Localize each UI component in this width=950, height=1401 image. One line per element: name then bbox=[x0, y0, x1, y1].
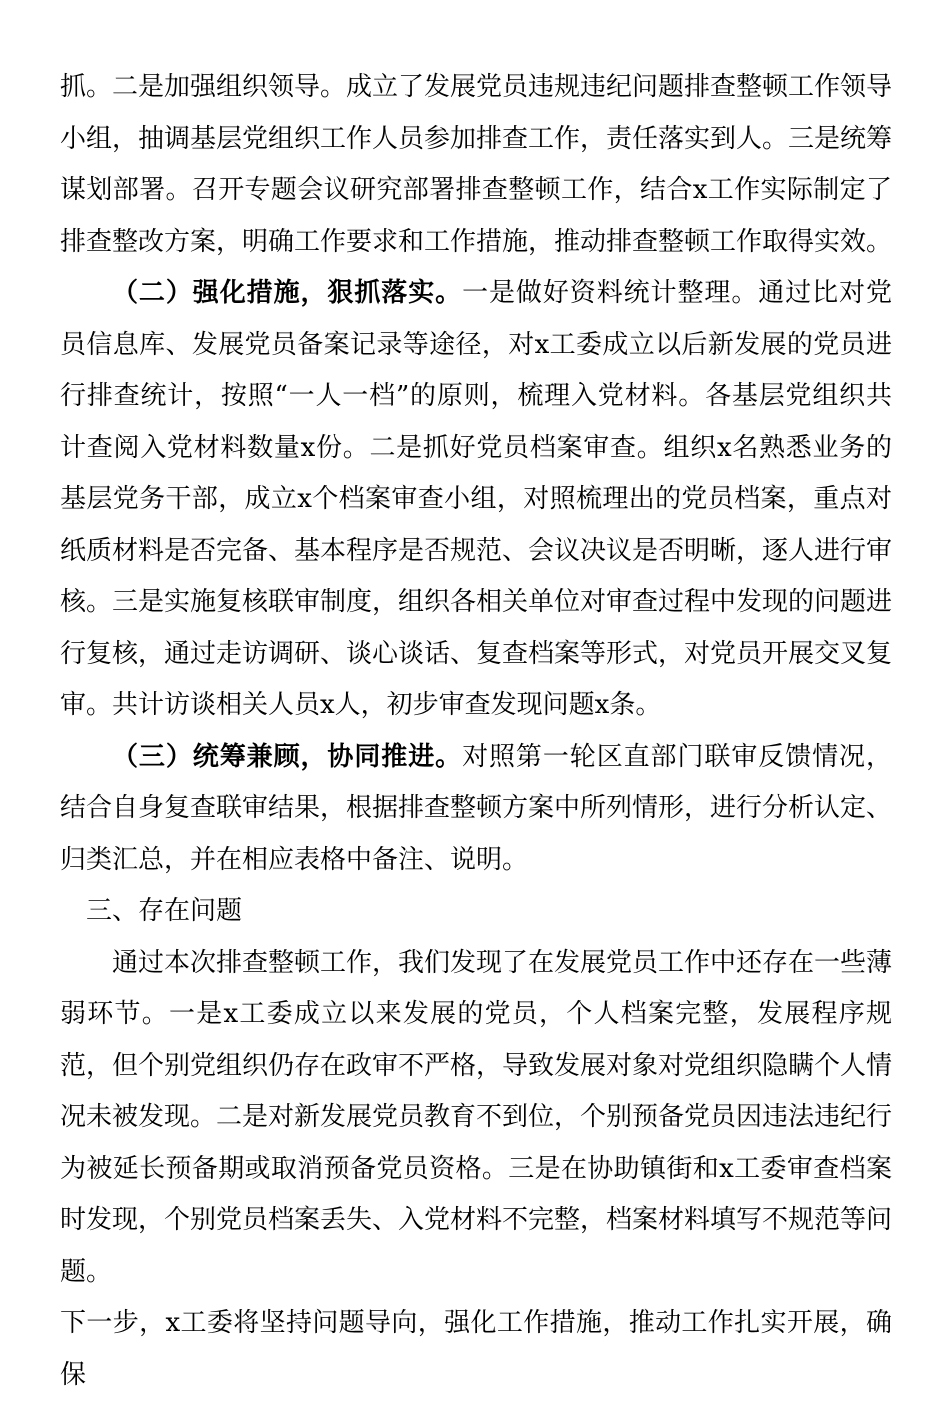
paragraph-continuation: 抓。二是加强组织领导。成立了发展党员违规违纪问题排查整顿工作领导小组，抽调基层党组织工作人员参加排查工作，责任落实到人。三是统筹谋划部署。召开专题会议研究部署排查整顿工作，结合x工作实际制定了排查整改方案，明确工作要求和工作措施，推动排查整顿工作取得实效。 bbox=[60, 72, 893, 257]
paragraph-coordination bbox=[60, 732, 892, 887]
paragraph-problems: 通过本次排查整顿工作，我们发现了在发展党员工作中还存在一些薄弱环节。一是x工委成立以来发展的党员，个人档案完整，发展程序规范，但个别党组织仍存在政审不严格，导致发展对象对党组织隐瞒个人情况未被发现。二是对新发展党员教育不到位，个别预备党员因违法违纪行为被延长预备期或取消预备党员资格。三是在协助镇街和x工委审查档案时发现，个别党员档案丢失、入党材料不完整，档案材料填写不规范等问题。 bbox=[60, 947, 893, 1287]
document-page bbox=[60, 62, 892, 1401]
paragraph-next-steps: 下一步，x工委将坚持问题导向，强化工作措施，推动工作扎实开展，确保 bbox=[60, 1308, 892, 1390]
paragraph-measures-body: 一是做好资料统计整理。通过比对党员信息库、发展党员备案记录等途径，对x工委成立以后新发展的党员进行排查统计，按照“一人一档”的原则，梳理入党材料。各基层党组织共计查阅入党材料数量x份。二是抓好党员档案审查。组织x名熟悉业务的基层党务干部，成立x个档案审查小组，对照梳理出的党员档案，重点对纸质材料是否完备、基本程序是否规范、会议决议是否明晰，逐人进行审核。三是实施复核联审制度，组织各相关单位对审查过程中发现的问题进行复核，通过走访调研、谈心谈话、复查档案等形式，对党员开展交叉复审。共计访谈相关人员x人，初步审查发现问题x条。 bbox=[60, 278, 893, 720]
paragraph-measures bbox=[60, 268, 892, 732]
paragraph-measures-heading: （二）强化措施，狠抓落实。 bbox=[112, 278, 463, 308]
paragraph-coordination-heading: （三）统筹兼顾，协同推进。 bbox=[112, 741, 463, 772]
section-heading-problems: 三、存在问题 bbox=[86, 896, 243, 926]
paragraph-coordination-body: 对照第一轮区直部门联审反馈情况，结合自身复查联审结果，根据排查整顿方案中所列情形，进行分析认定、归类汇总，并在相应表格中备注、说明。 bbox=[60, 741, 893, 875]
